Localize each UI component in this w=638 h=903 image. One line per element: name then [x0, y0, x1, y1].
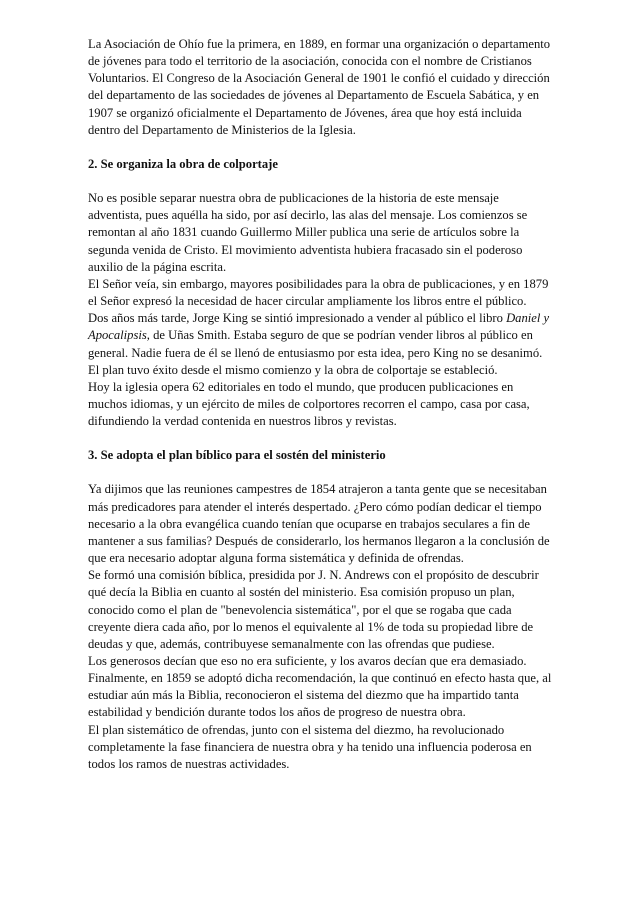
section-2-paragraph-1: No es posible separar nuestra obra de publicaciones de la historia de este mensaje adventista, pues aquélla ha sido, por así decirlo, las alas del mensaje. Los comienzos se remontan al año 1831 cuando Guillermo Miller publica una serie de artículos sobre la segunda venida de Cristo. El movimiento adventista hubiera fracasado sin el poderoso auxilio de la página escrita.: [88, 191, 528, 274]
intro-paragraph: La Asociación de Ohío fue la primera, en 1889, en formar una organización o departamento de jóvenes para todo el territorio de la asociación, conocida con el nombre de Cristianos Voluntarios. El Congreso de la Asociación General de 1901 le confió el cuidado y dirección del departamento de las sociedades de jóvenes al Departamento de Escuela Sabática, y en 1907 se organizó oficialmente el Departamento de Jóvenes, área que hoy está incluida dentro del Departamento de Ministerios de la Iglesia.: [88, 37, 551, 137]
section-3-paragraph-1: Ya dijimos que las reuniones campestres de 1854 atrajeron a tanta gente que se necesitaban más predicadores para atender el interés despertado. ¿Pero cómo podían dedicar el tiempo necesario a la obra evangélica cuando tenían que ocuparse en trabajos seculares a fin de mantener a sus familias? Después de considerarlo, los hermanos llegaron a la conclusión de que era necesario adoptar alguna forma sistemática y definida de ofrendas.: [88, 482, 550, 566]
section-2-heading: 2. Se organiza la obra de colportaje: [88, 156, 278, 171]
section-2-paragraph-3: [88, 310, 553, 379]
section-2-paragraph-2: El Señor veía, sin embargo, mayores posibilidades para la obra de publicaciones, y en 1879 el Señor expresó la necesidad de hacer circular ampliamente los libros entre el público.: [88, 276, 549, 309]
section-2-paragraph-4: Hoy la iglesia opera 62 editoriales en todo el mundo, que producen publicaciones en muchos idiomas, y un ejército de miles de colportores recorren el campo, casa por casa, difundiendo la verdad contenida en nuestros libros y revistas.: [88, 379, 530, 429]
section-3-paragraph-4: El plan sistemático de ofrendas, junto con el sistema del diezmo, ha revolucionado completamente la fase financiera de nuestra obra y ha tenido una influencia poderosa en todos los ramos de nuestras actividades.: [88, 722, 532, 771]
section-3-paragraph-3: Los generosos decían que eso no era suficiente, y los avaros decían que era demasiado. Finalmente, en 1859 se adoptó dicha recomendación, la que continuó en efecto hasta que, al estudiar aún más la Biblia, reconocieron el sistema del diezmo que ha impartido tanta estabilidad y bendición durante todos los años de progreso de nuestra obra.: [88, 654, 552, 720]
paragraph-text: Dos años más tarde, Jorge King se sintió impresionado a vender al público el libro: [88, 311, 507, 326]
section-3-heading: 3. Se adopta el plan bíblico para el sostén del ministerio: [88, 448, 386, 463]
spacer: [88, 430, 553, 447]
section-3-paragraph-2: Se formó una comisión bíblica, presidida por J. N. Andrews con el propósito de descubrir qué decía la Biblia en cuanto al sostén del ministerio. Esa comisión propuso un plan, conocido como el plan de "benevolencia sistemática", por el que se rogaba que cada creyente diera cada año, por lo menos el equivalente al 1% de toda su propiedad libre de deudas y que, además, contribuyese semanalmente con las ofrendas que pudiese.: [88, 568, 539, 651]
spacer: [88, 173, 553, 190]
document-page: [88, 36, 553, 773]
paragraph-text: de Uñas Smith. Estaba seguro de que se podrían vender libros al público en general. Nadie fuera de él se llenó de entusiasmo por esta idea, pero King no se desanimó. El plan tuvo éxito desde el mismo comienzo y la obra de colportaje se estableció.: [88, 328, 543, 377]
spacer: [88, 464, 553, 481]
spacer: [88, 139, 553, 156]
book-title: Daniel y Apocalipsis,: [88, 311, 550, 343]
